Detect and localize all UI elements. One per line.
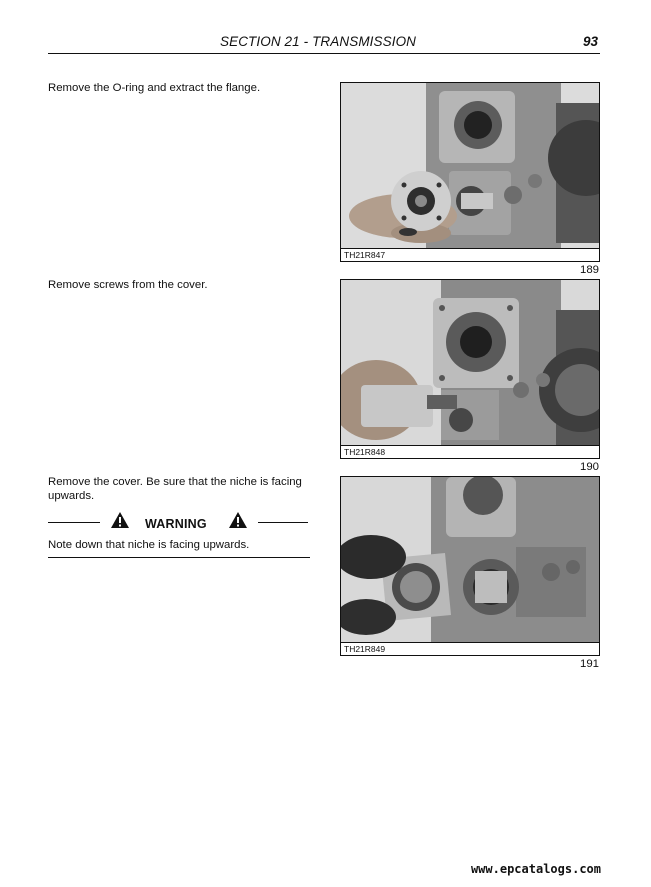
photo-code: TH21R849 xyxy=(341,642,599,655)
page-header xyxy=(48,34,600,54)
figure-photo-191 xyxy=(340,476,600,656)
warning-rule-right xyxy=(258,522,308,523)
section-title: SECTION 21 - TRANSMISSION xyxy=(220,34,417,49)
figure-number: 191 xyxy=(579,658,599,670)
photo-code: TH21R847 xyxy=(341,248,599,261)
warning-rule-left xyxy=(48,522,100,523)
figure-number: 190 xyxy=(579,461,599,473)
warning-banner xyxy=(48,511,310,535)
warning-triangle-icon xyxy=(110,511,130,529)
footer-url: www.epcatalogs.com xyxy=(470,862,601,876)
figure-number: 189 xyxy=(579,264,599,276)
step-3-text: Remove the cover. Be sure that the niche is facing upwards. xyxy=(48,476,302,502)
page-number: 93 xyxy=(582,34,598,49)
figure-photo-189 xyxy=(340,82,600,262)
photo-code: TH21R848 xyxy=(341,445,599,458)
warning-triangle-icon xyxy=(228,511,248,529)
figure-photo-190 xyxy=(340,279,600,459)
step-2-text: Remove screws from the cover. xyxy=(48,279,208,291)
warning-label: WARNING xyxy=(145,517,207,531)
warning-note: Note down that niche is facing upwards. xyxy=(48,538,310,558)
step-1-text: Remove the O-ring and extract the flange. xyxy=(48,82,261,94)
